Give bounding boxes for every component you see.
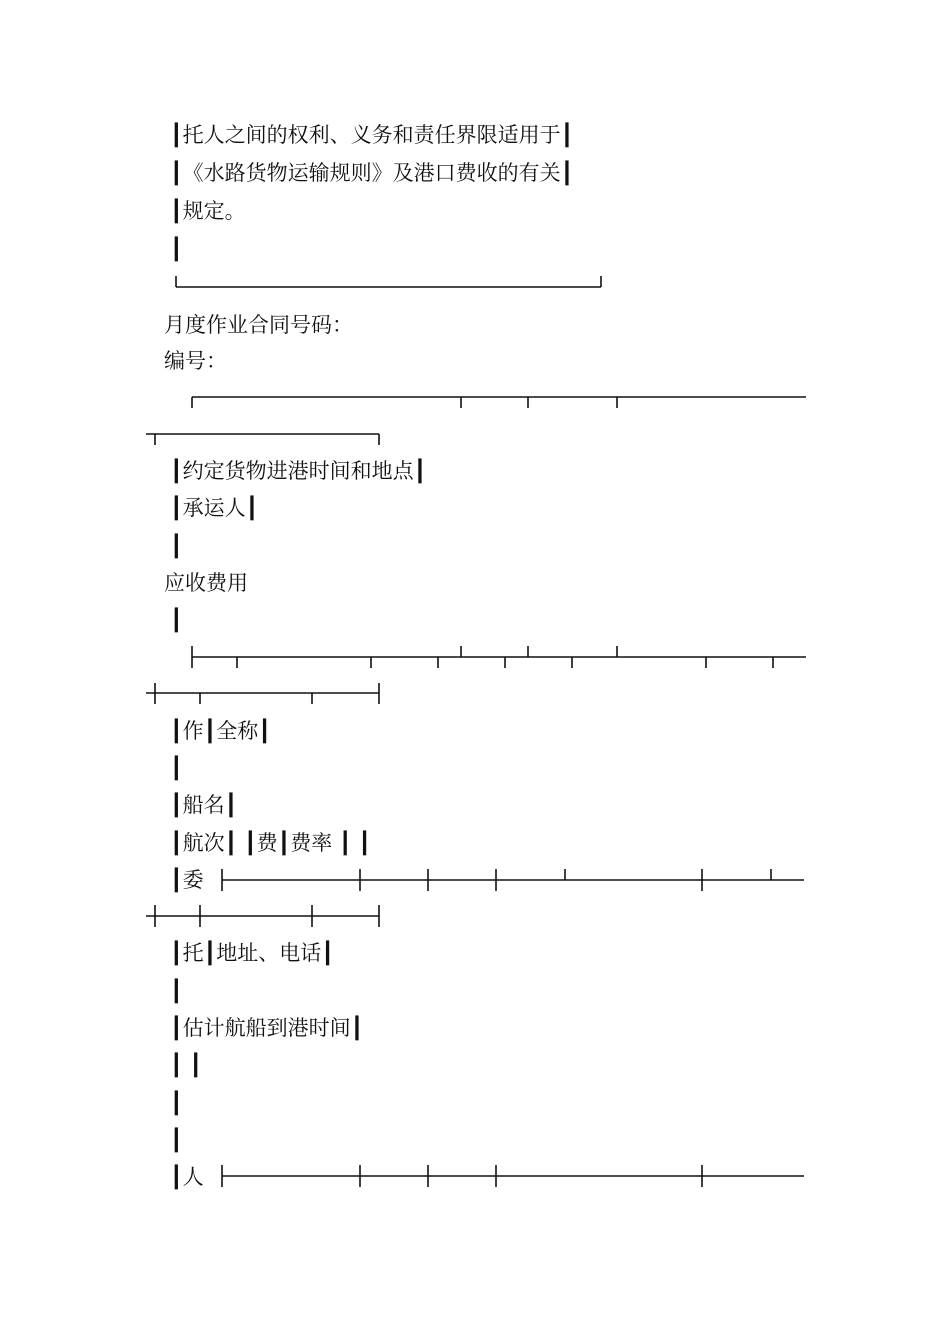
table-row-rule (146, 869, 804, 927)
box-bottom-rule (176, 276, 601, 287)
text-line: ┃ (170, 1128, 183, 1152)
text-line: ┃ (170, 534, 183, 558)
text-line: ┃约定货物进港时间和地点┃ (170, 459, 427, 483)
serial-number-label: 编号： (164, 349, 227, 373)
text-line: ┃船名┃ (170, 793, 238, 817)
text-line: ┃ (170, 608, 183, 632)
text-line: ┃ ┃ (170, 1053, 202, 1077)
contract-number-label: 月度作业合同号码： (164, 313, 353, 337)
text-line: ┃ (170, 756, 183, 780)
text-line: ┃《水路货物运输规则》及港口费收的有关┃ (170, 161, 574, 185)
table-divider-rule (146, 646, 806, 704)
text-line: ┃委 (170, 868, 204, 892)
text-line: ┃ (170, 237, 183, 261)
text-line: ┃规定。 (170, 199, 246, 223)
receivable-fees-label: 应收费用 (164, 571, 248, 595)
text-line: ┃航次┃ ┃费┃费率 ┃ ┃ (170, 831, 371, 855)
text-line: ┃作┃全称┃ (170, 719, 271, 743)
text-line: ┃ (170, 1091, 183, 1115)
text-line: ┃托人之间的权利、义务和责任界限适用于┃ (170, 123, 574, 147)
text-line: ┃承运人┃ (170, 496, 259, 520)
text-line: ┃人 (170, 1165, 204, 1189)
text-line: ┃托┃地址、电话┃ (170, 941, 334, 965)
text-line: ┃ (170, 979, 183, 1003)
text-line: ┃估计航船到港时间┃ (170, 1016, 364, 1040)
table-row-rule (222, 1165, 804, 1187)
table-top-rule (146, 397, 806, 445)
